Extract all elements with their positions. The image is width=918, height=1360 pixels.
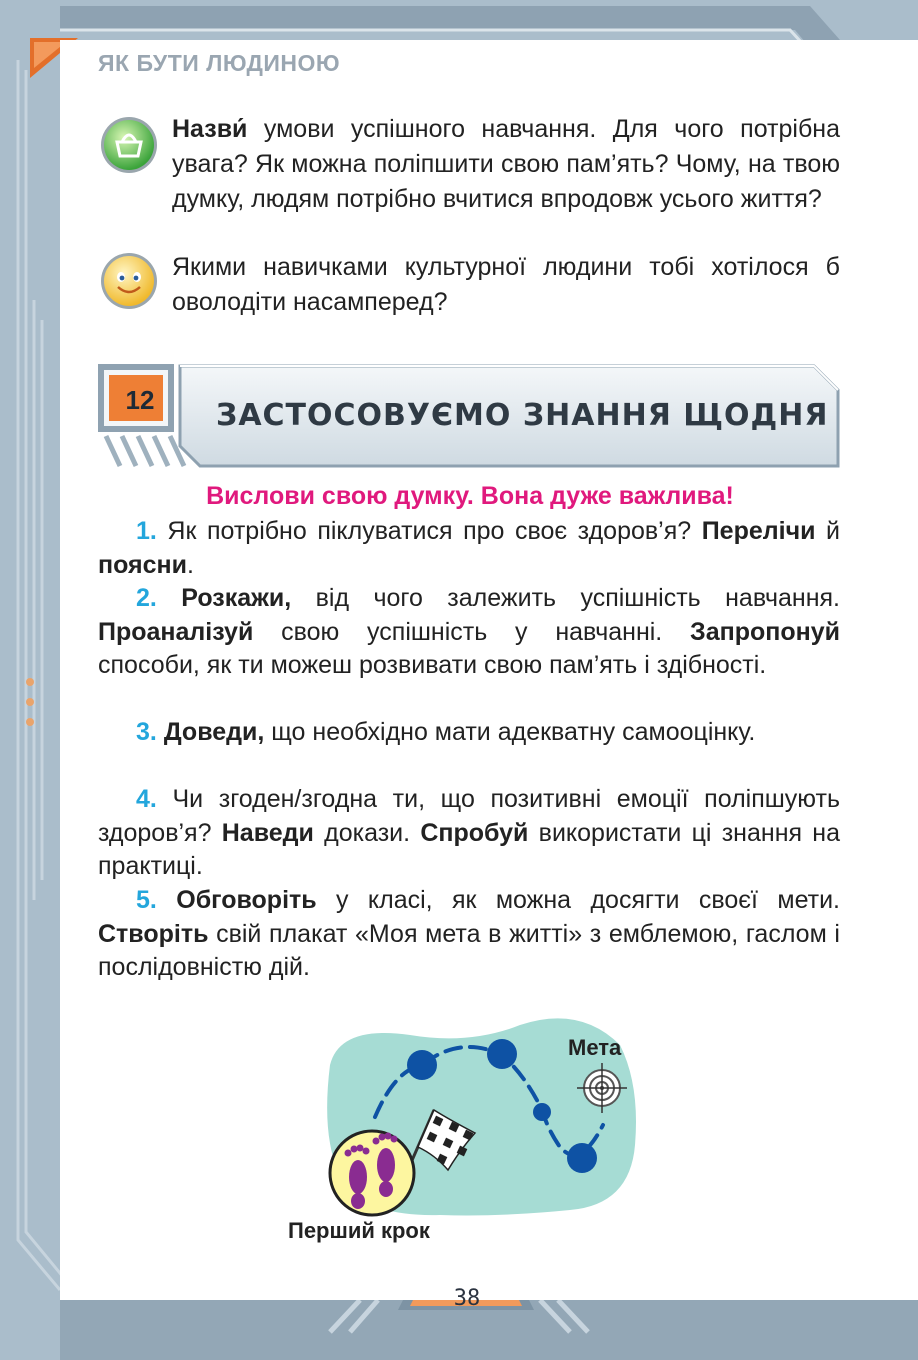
page-number: 38 bbox=[453, 1286, 481, 1311]
smiley-icon bbox=[100, 252, 158, 310]
question-block-2 bbox=[100, 250, 840, 330]
lead-instruction: Вислови свою думку. Вона дуже важлива! bbox=[206, 482, 734, 510]
question-text-1: Назви́ умови успішного навчання. Для чого потрібна увага? Як можна поліпшити свою пам’ять? Чому, на твою думку, людям потрібно вчитися впродовж усього життя? bbox=[172, 115, 840, 213]
path-dot bbox=[407, 1050, 437, 1080]
basket-icon bbox=[100, 116, 158, 174]
path-dot bbox=[567, 1143, 597, 1173]
task-2: 2. Розкажи, від чого залежить успішність навчання. Проаналізуй свою успішність у навчанні. Запропонуй способи, як ти можеш розвивати свою пам’ять і здібності. bbox=[98, 584, 840, 679]
question-text-2: Якими навичками культурної людини тобі хотілося б оволодіти насамперед? bbox=[172, 253, 840, 316]
footprints-icon bbox=[330, 1131, 414, 1215]
task-3: 3. Доведи, що необхідно мати адекватну самооцінку. bbox=[136, 718, 756, 746]
question-block-1 bbox=[100, 112, 840, 252]
task-1: 1. Як потрібно піклуватися про своє здоров’я? Перелічи й поясни. bbox=[98, 517, 840, 579]
section-title: ЗАСТОСОВУЄМО ЗНАННЯ ЩОДНЯ bbox=[216, 398, 829, 433]
section-number: 12 bbox=[125, 385, 155, 415]
task-5: 5. Обговоріть у класі, як можна досягти своєї мети. Створіть свій плакат «Моя мета в житті» з емблемою, гаслом і послідовністю дій. bbox=[98, 886, 841, 981]
first-step-label: Перший крок bbox=[288, 1218, 430, 1243]
goal-label: Мета bbox=[568, 1035, 622, 1060]
task-4: 4. Чи згоден/згодна ти, що позитивні емоції поліпшують здоров’я? Наведи докази. Спробуй використати ці знання на практиці. bbox=[98, 785, 840, 880]
path-dot bbox=[533, 1103, 551, 1121]
path-dot bbox=[487, 1039, 517, 1069]
running-head: ЯК БУТИ ЛЮДИНОЮ bbox=[98, 50, 341, 76]
